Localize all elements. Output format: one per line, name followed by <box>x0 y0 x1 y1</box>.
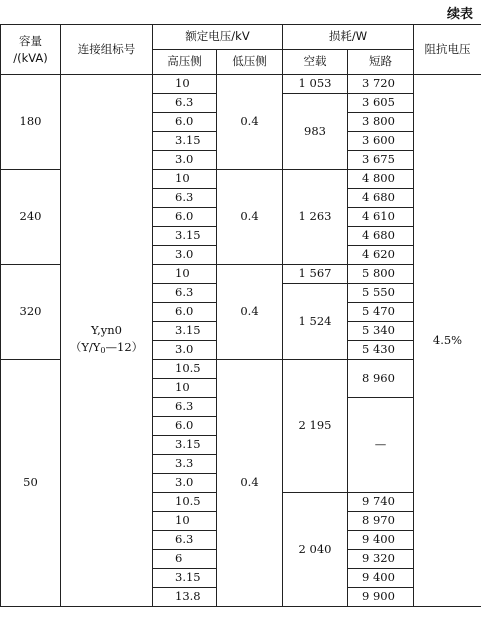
hv-cell: 10 <box>153 512 217 531</box>
hv-cell: 6.0 <box>153 303 217 322</box>
short-cell: 3 605 <box>348 94 414 113</box>
hv-cell: 3.0 <box>153 151 217 170</box>
header-hv-side: 高压侧 <box>153 50 217 75</box>
hv-cell: 3.15 <box>153 227 217 246</box>
hv-cell: 6.0 <box>153 113 217 132</box>
short-cell: 4 610 <box>348 208 414 227</box>
hv-cell: 6 <box>153 550 217 569</box>
short-cell: 9 400 <box>348 531 414 550</box>
header-lv-side: 低压侧 <box>217 50 283 75</box>
short-cell: 3 800 <box>348 113 414 132</box>
header-loss: 损耗/W <box>283 25 414 50</box>
hv-cell: 6.3 <box>153 94 217 113</box>
hv-cell: 10 <box>153 75 217 94</box>
short-cell: 5 340 <box>348 322 414 341</box>
hv-cell: 6.3 <box>153 398 217 417</box>
lv-cell: 0.4 <box>217 360 283 607</box>
header-capacity: 容量 /(kVA) <box>1 25 61 75</box>
short-cell: 9 740 <box>348 493 414 512</box>
no-load-cell: 1 263 <box>283 170 348 265</box>
no-load-cell: 1 053 <box>283 75 348 94</box>
hv-cell: 3.15 <box>153 132 217 151</box>
header-rated-voltage: 额定电压/kV <box>153 25 283 50</box>
short-cell: 8 960 <box>348 360 414 398</box>
no-load-cell: 983 <box>283 94 348 170</box>
hv-cell: 3.15 <box>153 322 217 341</box>
short-cell: 5 430 <box>348 341 414 360</box>
short-cell: 3 600 <box>348 132 414 151</box>
capacity-cell: 240 <box>1 170 61 265</box>
hv-cell: 6.3 <box>153 531 217 550</box>
short-cell: 9 400 <box>348 569 414 588</box>
hv-cell: 6.0 <box>153 208 217 227</box>
short-cell: 5 800 <box>348 265 414 284</box>
lv-cell: 0.4 <box>217 170 283 265</box>
no-load-cell: 1 524 <box>283 284 348 360</box>
hv-cell: 6.3 <box>153 189 217 208</box>
capacity-cell: 50 <box>1 360 61 607</box>
hv-cell: 13.8 <box>153 588 217 607</box>
hv-cell: 10.5 <box>153 493 217 512</box>
hv-cell: 3.15 <box>153 436 217 455</box>
no-load-cell: 1 567 <box>283 265 348 284</box>
short-cell: — <box>348 398 414 493</box>
hv-cell: 10 <box>153 265 217 284</box>
header-short-circuit: 短路 <box>348 50 414 75</box>
short-cell: 8 970 <box>348 512 414 531</box>
hv-cell: 3.0 <box>153 474 217 493</box>
short-cell: 3 720 <box>348 75 414 94</box>
no-load-cell: 2 040 <box>283 493 348 607</box>
short-cell: 5 470 <box>348 303 414 322</box>
lv-cell: 0.4 <box>217 75 283 170</box>
hv-cell: 3.3 <box>153 455 217 474</box>
hv-cell: 10 <box>153 379 217 398</box>
capacity-cell: 180 <box>1 75 61 170</box>
hv-cell: 3.0 <box>153 341 217 360</box>
short-cell: 5 550 <box>348 284 414 303</box>
short-cell: 9 900 <box>348 588 414 607</box>
hv-cell: 6.0 <box>153 417 217 436</box>
continued-table-label: 续表 <box>446 7 473 22</box>
hv-cell: 10 <box>153 170 217 189</box>
short-cell: 9 320 <box>348 550 414 569</box>
hv-cell: 3.15 <box>153 569 217 588</box>
short-cell: 4 680 <box>348 189 414 208</box>
transformer-parameter-table <box>0 24 481 607</box>
hv-cell: 6.3 <box>153 284 217 303</box>
impedance-cell: 4.5% <box>414 75 481 607</box>
hv-cell: 3.0 <box>153 246 217 265</box>
short-cell: 3 675 <box>348 151 414 170</box>
short-cell: 4 800 <box>348 170 414 189</box>
lv-cell: 0.4 <box>217 265 283 360</box>
no-load-cell: 2 195 <box>283 360 348 493</box>
connection-group-cell: Y,yn0 $(Y/Y_0—12)$ <box>61 75 153 607</box>
header-connection-group: 连接组标号 <box>61 25 153 75</box>
header-impedance-voltage: 阻抗电压 <box>414 25 481 75</box>
short-cell: 4 620 <box>348 246 414 265</box>
short-cell: 4 680 <box>348 227 414 246</box>
capacity-cell: 320 <box>1 265 61 360</box>
header-no-load: 空载 <box>283 50 348 75</box>
hv-cell: 10.5 <box>153 360 217 379</box>
